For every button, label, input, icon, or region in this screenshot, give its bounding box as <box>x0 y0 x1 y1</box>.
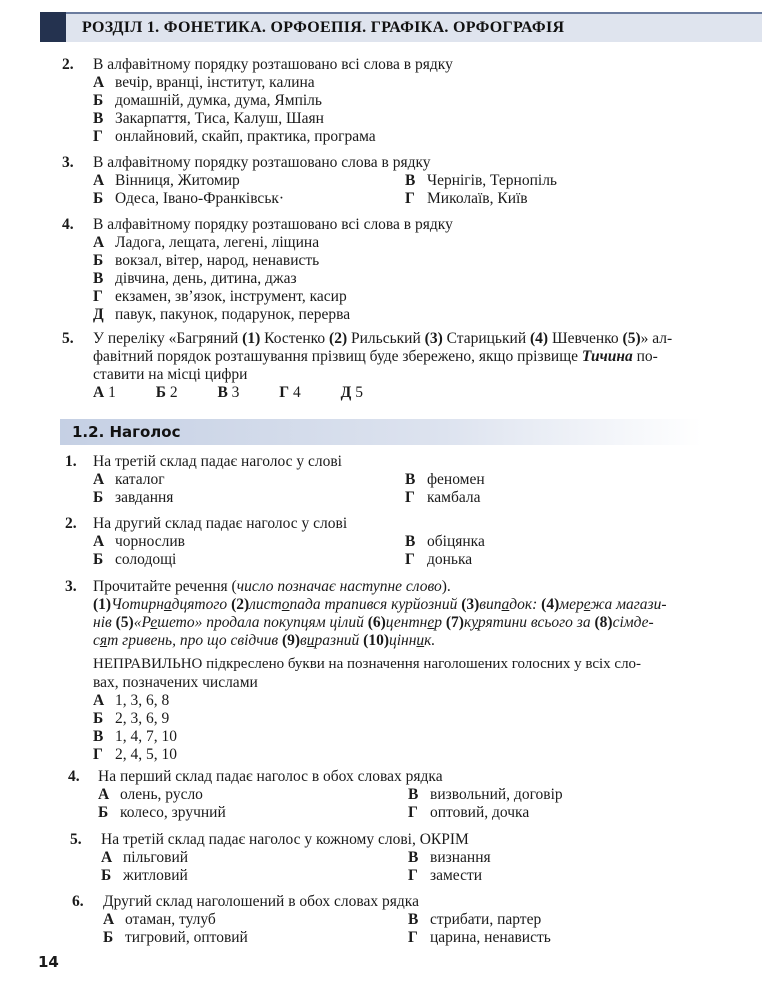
sentence-segment: (7) <box>445 614 464 631</box>
sentence-segment: к <box>463 614 472 631</box>
option-b: Б домашній, думка, дума, Ямпіль <box>93 92 322 109</box>
question-number: 5. <box>70 831 82 848</box>
option-a: А чорнослив <box>93 533 185 550</box>
sentence-segment: центн <box>385 614 428 631</box>
sentence-segment: сімде- <box>612 614 654 631</box>
answer-e: Д 5 <box>340 384 363 401</box>
sentence-segment: к. <box>424 632 436 649</box>
option-d: Г Миколаїв, Київ <box>405 190 528 207</box>
sentence-segment: пада трапився курйозний <box>289 596 462 613</box>
option-a: А вечір, вранці, інститут, калина <box>93 74 315 91</box>
option-a: А пільговий <box>101 849 189 866</box>
option-b: Б 2, 3, 6, 9 <box>93 710 170 727</box>
sentence-segment: нів <box>93 614 116 631</box>
question-text-line-1: У переліку «Багряний (1) Костенко (2) Рильський (3) Старицький (4) Шевченко (5)» ал- <box>93 330 673 347</box>
sentence-segment: (5) <box>115 614 134 631</box>
option-a: А Ладога, лещата, легені, ліщина <box>93 234 320 251</box>
sentence-segment: и <box>416 632 425 649</box>
option-b: Б житловий <box>101 867 188 884</box>
answer-options-row <box>93 384 399 402</box>
sentence-line-3 <box>93 632 435 650</box>
option-d: Г онлайновий, скайп, практика, програма <box>93 128 376 145</box>
question-text: В алфавітному порядку розташовано всі слова в рядку <box>93 216 453 233</box>
answer-a: А 1 <box>93 384 116 401</box>
sentence-segment: (10) <box>363 632 389 649</box>
question-text: Другий склад наголошений в обох словах рядка <box>103 893 419 910</box>
question-text-line-3: ставити на місці цифри <box>93 366 248 383</box>
question-text: В алфавітному порядку розташовано слова в рядку <box>93 154 431 171</box>
sentence-segment: о <box>281 596 290 613</box>
sentence-segment: док: <box>509 596 542 613</box>
answer-d: Г 4 <box>279 384 301 401</box>
question-number: 6. <box>72 893 84 910</box>
sentence-segment: шето» продала покупцям цілий <box>157 614 368 631</box>
question-number: 4. <box>68 768 80 785</box>
question-intro: Прочитайте речення (число позначає наступне слово). <box>93 578 451 595</box>
option-b: Б тигровий, оптовий <box>103 929 248 946</box>
option-b: Б солодощі <box>93 551 177 568</box>
sentence-segment: лист <box>249 596 282 613</box>
sentence-segment: р <box>434 614 446 631</box>
option-d: Г царина, ненависть <box>408 929 551 946</box>
answer-b: Б 2 <box>155 384 178 401</box>
sentence-segment: цінн <box>388 632 417 649</box>
option-b: Б завдання <box>93 489 174 506</box>
option-c: В обіцянка <box>405 533 485 550</box>
option-d: Г екзамен, зв’язок, інструмент, касир <box>93 288 347 305</box>
answer-c: В 3 <box>217 384 240 401</box>
option-c: В дівчина, день, дитина, джаз <box>93 270 297 287</box>
page-number: 14 <box>38 953 59 971</box>
sentence-segment: «Р <box>133 614 151 631</box>
option-a: А отаман, тулуб <box>103 911 216 928</box>
section-title: 1.2. Наголос <box>72 423 181 441</box>
sentence-segment: (9) <box>281 632 301 649</box>
sentence-segment: дцятого <box>171 596 232 613</box>
option-a: А каталог <box>93 471 165 488</box>
sentence-segment: е <box>427 614 435 631</box>
sentence-segment: (8) <box>594 614 613 631</box>
chapter-title: РОЗДІЛ 1. ФОНЕТИКА. ОРФОЕПІЯ. ГРАФІКА. ОРФОГРАФІЯ <box>82 19 565 36</box>
sentence-segment: т гривень, про що свідчив <box>107 632 282 649</box>
question-text-line-2: фавітний порядок розташування прізвищ буде збережено, якщо прізвище Тичина по- <box>93 348 658 365</box>
question-text: На другий склад падає наголос у слові <box>93 515 348 532</box>
sentence-line-1 <box>93 596 667 614</box>
option-c: В Закарпаття, Тиса, Калуш, Шаян <box>93 110 324 127</box>
question-number: 4. <box>62 216 74 233</box>
option-d: Г оптовий, дочка <box>408 804 530 821</box>
sentence-segment: жа магази- <box>590 596 667 613</box>
sentence-segment: (2) <box>231 596 250 613</box>
sentence-segment: вип <box>479 596 502 613</box>
option-a: А 1, 3, 6, 8 <box>93 692 170 709</box>
option-c: В феномен <box>405 471 485 488</box>
option-e: Д павук, пакунок, подарунок, перерва <box>93 306 351 323</box>
question-text: На перший склад падає наголос в обох словах рядка <box>98 768 443 785</box>
option-b: Б вокзал, вітер, народ, ненависть <box>93 252 320 269</box>
sentence-segment: е <box>150 614 158 631</box>
question-number: 3. <box>62 154 74 171</box>
sentence-segment: а <box>163 596 172 613</box>
option-d: Г камбала <box>405 489 481 506</box>
option-b: Б Одеса, Івано-Франківськ· <box>93 190 285 207</box>
question-text: В алфавітному порядку розташовано всі слова в рядку <box>93 56 453 73</box>
option-a: А олень, русло <box>98 786 203 803</box>
sentence-segment: рятини всього за <box>477 614 595 631</box>
option-c: В визвольний, договір <box>408 786 563 803</box>
option-b: Б колесо, зручний <box>98 804 226 821</box>
instruction-line-2: вах, позначених числами <box>93 674 258 691</box>
sentence-segment: у <box>471 614 478 631</box>
sentence-segment: Чотирн <box>111 596 164 613</box>
question-number: 2. <box>65 515 77 532</box>
sentence-segment: (4) <box>541 596 560 613</box>
sentence-segment: е <box>583 596 591 613</box>
question-number: 3. <box>65 578 77 595</box>
question-number: 1. <box>65 453 77 470</box>
sentence-segment: (3) <box>461 596 480 613</box>
sentence-segment: (6) <box>367 614 386 631</box>
instruction-line-1: НЕПРАВИЛЬНО підкреслено букви на позначення наголошених голосних у всіх сло- <box>93 656 642 672</box>
sentence-line-2 <box>93 614 654 632</box>
sentence-segment: я <box>99 632 108 649</box>
option-a: А Вінниця, Житомир <box>93 172 240 189</box>
option-d: Г донька <box>405 551 473 568</box>
sentence-segment: разний <box>314 632 364 649</box>
option-c: В стрибати, партер <box>408 911 542 928</box>
option-c: В Чернігів, Тернопіль <box>405 172 557 189</box>
option-d: Г замести <box>408 867 483 884</box>
question-number: 2. <box>62 56 74 73</box>
sentence-segment: и <box>306 632 315 649</box>
question-text: На третій склад падає наголос у слові <box>93 453 342 470</box>
option-c: В визнання <box>408 849 491 866</box>
sentence-segment: мер <box>559 596 584 613</box>
sentence-segment: а <box>501 596 510 613</box>
question-text: На третій склад падає наголос у кожному слові, ОКРІМ <box>101 831 469 848</box>
option-c: В 1, 4, 7, 10 <box>93 728 177 745</box>
sentence-segment: в <box>300 632 307 649</box>
sentence-segment: с <box>93 632 100 649</box>
question-number: 5. <box>62 330 74 347</box>
option-d: Г 2, 4, 5, 10 <box>93 746 177 763</box>
sentence-segment: (1) <box>93 596 112 613</box>
